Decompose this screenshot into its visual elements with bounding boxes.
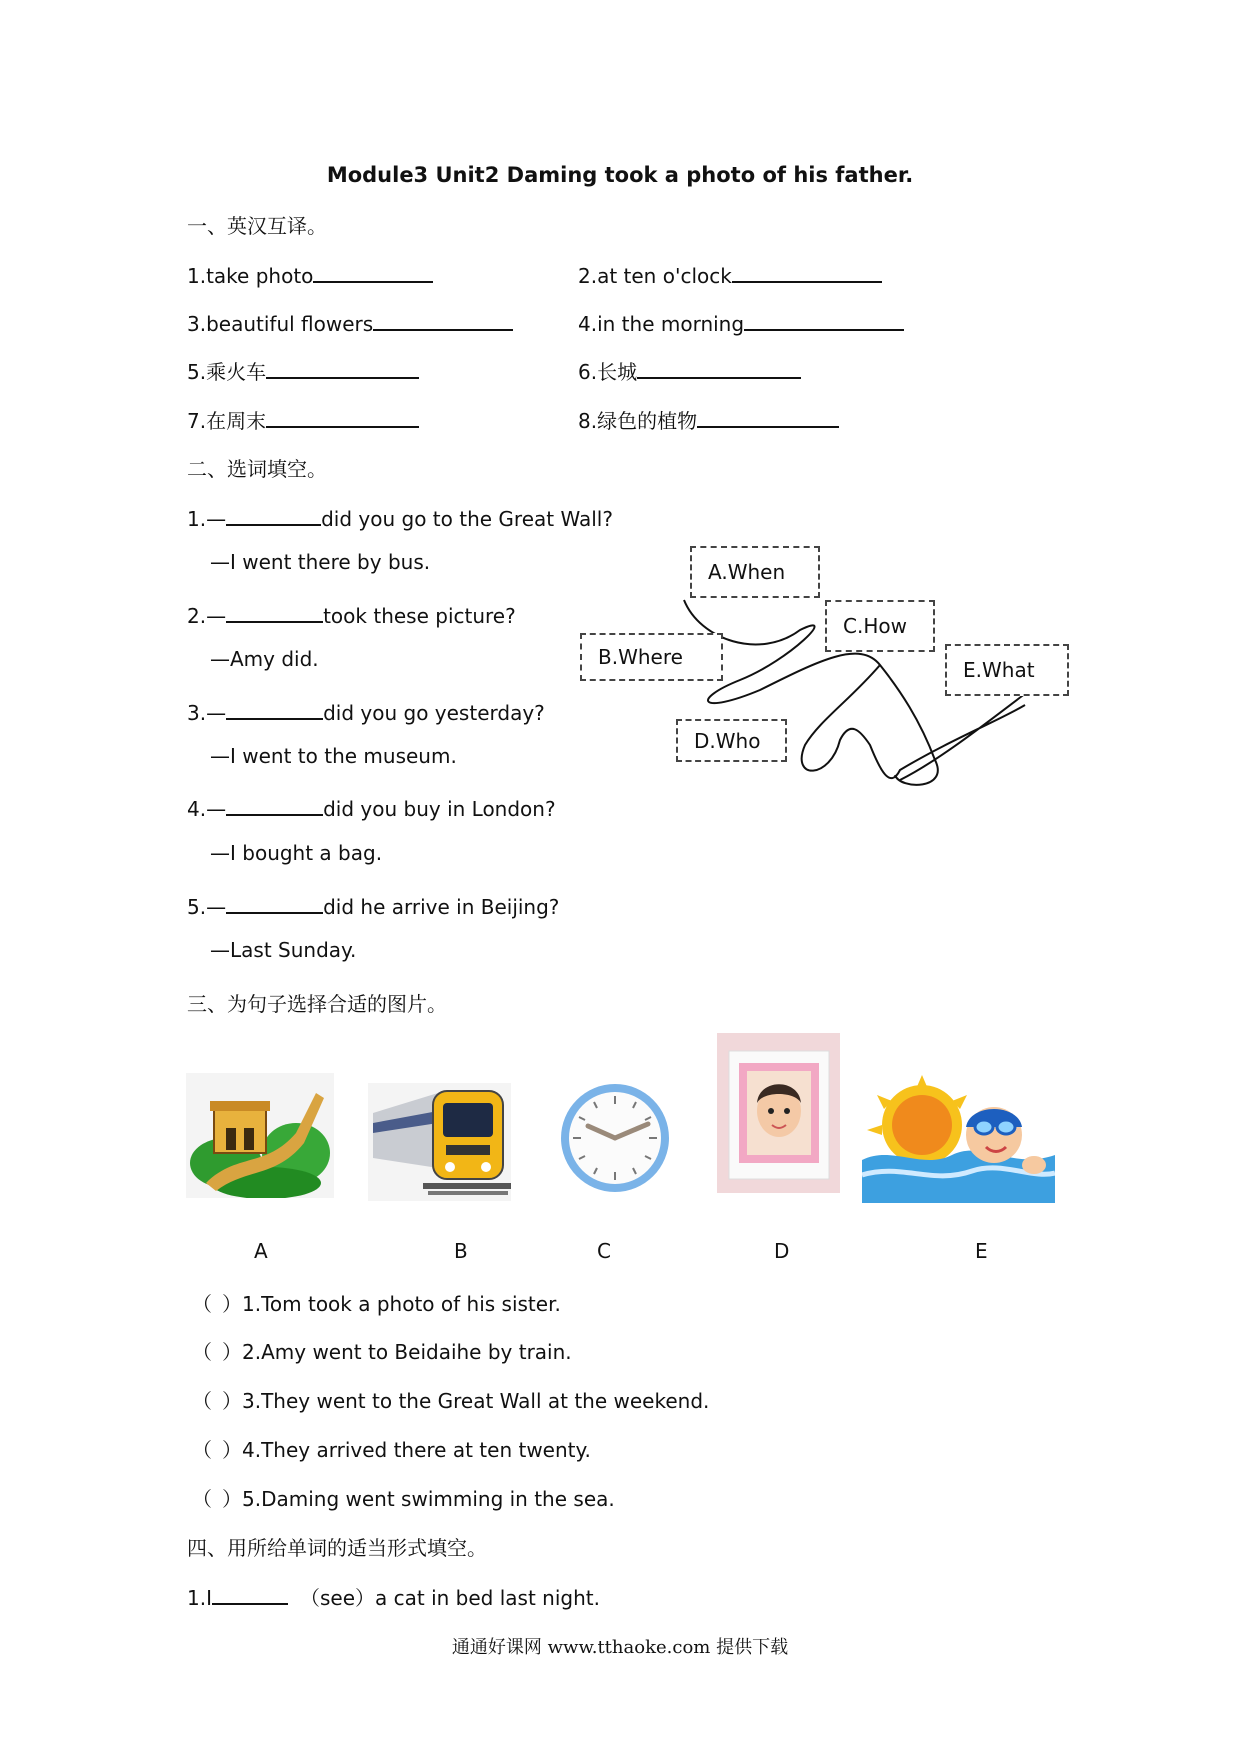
page-title: Module3 Unit2 Daming took a photo of his father. (326, 163, 914, 187)
item-text: 8.绿色的植物 (578, 409, 698, 433)
great-wall-icon (186, 1073, 334, 1198)
fill-answer-2: —Amy did. (210, 647, 319, 671)
footer-credit: 通通好课网 www.tthaoke.com 提供下载 (451, 1637, 789, 1658)
option-where[interactable]: B.Where (580, 633, 723, 681)
fill-question-4: 4.— did you buy in London? (187, 792, 556, 821)
fill-answer-4: —I bought a bag. (210, 841, 383, 865)
option-what[interactable]: E.What (945, 644, 1069, 696)
fill-answer-3: —I went to the museum. (210, 744, 457, 768)
fill-question-5: 5.— did he arrive in Beijing? (187, 890, 559, 919)
swimming-boy-icon (862, 1075, 1055, 1203)
section4-heading: 四、用所给单词的适当形式填空。 (187, 1536, 487, 1560)
item-text: 5.乘火车 (187, 360, 267, 384)
fill-answer-1: —I went there by bus. (210, 550, 431, 574)
picture-label-e: E (975, 1239, 988, 1263)
option-how[interactable]: C.How (825, 600, 935, 652)
match-sentence-2: （ ）2.Amy went to Beidaihe by train. (192, 1340, 572, 1364)
item-text: 2.at ten o'clock (578, 264, 732, 288)
picture-label-b: B (454, 1239, 468, 1263)
fill-question-2: 2.— took these picture? (187, 599, 516, 628)
match-sentence-1: （ ）1.Tom took a photo of his sister. (192, 1292, 561, 1316)
picture-label-d: D (774, 1239, 790, 1263)
section1-heading: 一、英汉互译。 (187, 214, 327, 238)
fill-question-1: 1.— did you go to the Great Wall? (187, 502, 613, 531)
form-question-1: 1.I （see）a cat in bed last night. (187, 1581, 600, 1611)
picture-label-c: C (597, 1239, 611, 1263)
answer-blank[interactable] (212, 1581, 288, 1605)
clock-icon (556, 1080, 674, 1196)
match-sentence-3: （ ）3.They went to the Great Wall at the weekend. (192, 1389, 710, 1413)
option-when[interactable]: A.When (690, 546, 820, 598)
match-sentence-5: （ ）5.Daming went swimming in the sea. (192, 1487, 615, 1511)
option-who[interactable]: D.Who (676, 719, 787, 762)
section3-heading: 三、为句子选择合适的图片。 (187, 992, 447, 1016)
item-text: 7.在周末 (187, 409, 267, 433)
picture-label-a: A (254, 1239, 268, 1263)
train-icon (368, 1083, 511, 1201)
section2-heading: 二、选词填空。 (187, 457, 327, 481)
item-text: 3.beautiful flowers (187, 312, 374, 336)
fill-answer-5: —Last Sunday. (210, 938, 357, 962)
item-text: 4.in the morning (578, 312, 745, 336)
match-sentence-4: （ ）4.They arrived there at ten twenty. (192, 1438, 591, 1462)
item-text: 6.长城 (578, 360, 638, 384)
fill-question-3: 3.— did you go yesterday? (187, 696, 545, 725)
photo-frame-icon (717, 1033, 840, 1193)
item-text: 1.take photo (187, 264, 314, 288)
